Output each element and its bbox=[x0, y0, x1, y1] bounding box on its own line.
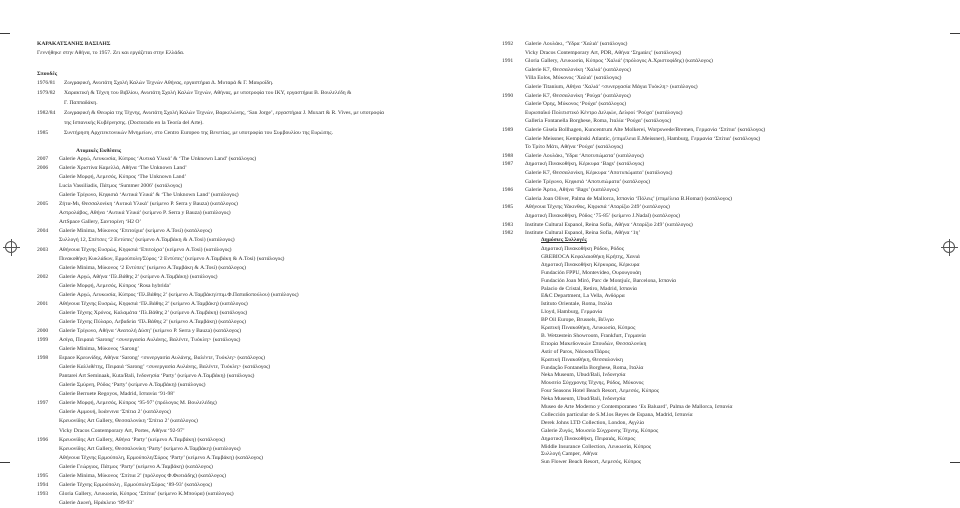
entry-year: 1985 bbox=[502, 204, 514, 211]
entry-text: Galerie Minima, Μύκονος ‘2 Εντύπες’ (κείμενο Α.Ταμβάκη & A.Tosi) (κατάλογος) bbox=[59, 264, 247, 271]
entry-year: 1982 bbox=[502, 230, 514, 237]
entry-text: Ζωγραφική, Ανωτάτη Σχολή Καλών Τεχνών Αθήνας, εργαστήρια Δ. Μυταρά & Γ. Μαυροΐδη. bbox=[64, 80, 274, 86]
entry-text: Galerie Minima, Μύκονος ‘Σπίτια 2’ (πρόλογος Φ.Φωτιάδης) (κατάλογος) bbox=[59, 472, 226, 479]
entry-year: 1994 bbox=[37, 481, 49, 488]
entry-text: Galerie Minima, Μύκονος ‘Επιτοίχια’ (κείμενο A.Tosi) (κατάλογος) bbox=[59, 228, 212, 235]
collection-item: Fundação Fontanella Borghese, Roma, Ιταλία bbox=[541, 364, 644, 371]
entry-text: Lucia Vassiliadis, Πάτμος ‘Summer 2006’ (κατάλογος) bbox=[59, 183, 183, 190]
entry-text: Galerie Λουλάκι, Ύδρα ‘Αποτυπώματα’ (κατάλογος) bbox=[525, 152, 644, 159]
left-page bbox=[0, 0, 480, 506]
registration-mark-icon bbox=[943, 241, 955, 253]
entry-text: Αθήνουα Τέχνης Ερμούπολη, Ερμούπολη/Σύρος ‘Party’ (κείμενο Α.Ταμβάκη) (κατάλογος) bbox=[59, 454, 264, 461]
collection-item: Four Seasons Hotel Beach Resort, Λεμεσός, Κύπρος bbox=[541, 388, 660, 395]
entry-year: 1991 bbox=[502, 58, 514, 65]
collection-item: Astir of Paros, Νάουσα/Πάρος bbox=[541, 348, 610, 355]
entry-year: 2002 bbox=[37, 273, 49, 280]
entry-year: 1993 bbox=[37, 490, 49, 497]
entry-year: 1982/84 bbox=[37, 110, 56, 116]
collection-item: Museo de Arte Moderno y Contemporaneo ‘Es Baluard’, Palma de Mallorca, Ισπανία bbox=[541, 404, 733, 410]
entry-year: 1996 bbox=[37, 436, 49, 443]
crop-mark bbox=[950, 462, 960, 463]
entry-text: ArtSpace Gallery, Σαντορίνη ‘H2 O’ bbox=[59, 219, 142, 226]
entry-text: Galerie Meissner, Kempinski Atlantic, (επιμέλεια E.Meissner), Hamburg, Γερμανία ‘Σπίτια’ (κατάλογος) bbox=[525, 135, 761, 142]
entry-year: 1987 bbox=[502, 161, 514, 168]
entry-text: Galerie Minima, Μύκονος ‘Sarong’ bbox=[59, 346, 140, 353]
entry-year: 1990 bbox=[502, 92, 514, 99]
entry-text: Αθήνουα Τέχνης Υάκινθος, Κηφισιά ‘Αταρίζιο 249’ (κατάλογος) bbox=[525, 204, 670, 211]
collection-item: GREBIOCA Κεφαλαιοθήκη Κρήτης, Χανιά bbox=[541, 253, 640, 260]
entry-year: 2001 bbox=[37, 300, 49, 307]
solo-title: Ατομικές Εκθέσεις bbox=[76, 148, 122, 154]
entry-text: Galerie Μορφή, Λεμεσός, Κύπρος ‘Rosa hybrida’ bbox=[59, 282, 171, 289]
entry-text: Galerie Titanium, Αθήνα ‘Χαλιά’ <συνεργασία Μάγια Τυόκλη> (κατάλογος) bbox=[525, 84, 698, 90]
entry-text: Galerie Καλλιθέτης, Πειραιά ‘Sarong’ <συνεργασία Αυλάνης, Βαλέντε, Τυόκλη> (κατάλογος) bbox=[59, 364, 271, 371]
crop-mark bbox=[0, 462, 10, 463]
entry-year: 1989 bbox=[502, 127, 514, 133]
entry-text: Πινακοθήκη Κυκλάδων, Ερμούπολη/Σύρος ‘2 Εντύπες’ (κείμενο Α.Ταμβάκη & A.Tosi) (κατάλογος) bbox=[59, 255, 285, 262]
collection-item: Galerie Ζυγός, Μουσείο Σύγχρονης Τέχνης, Κύπρος bbox=[541, 427, 659, 434]
entry-text: της Ισπανικής Κυβέρνησης. (Doctorado en la Teoría del Arte). bbox=[64, 120, 204, 126]
collection-item: Fundación Joan Miró, Parc de Montjuïc, Barcelona, Ισπανία bbox=[541, 277, 677, 284]
collection-item: Κρατική Πινακοθήκη, Λευκωσία, Κύπρος bbox=[541, 325, 636, 331]
entry-text: Αθήνουα Τέχνης Ευσρώς, Κηφισιά ‘Πλ.Βάθης 2’ (κείμενο Α.Ταμβάκη) (κατάλογος) bbox=[59, 300, 248, 307]
collection-item: B. Wetzestein Showroom, Frankfurt, Γερμανία bbox=[541, 332, 646, 339]
entry-text: Galerie Τέχνης Ερμούπολη , Ερμούπολη/Σύρος ‘89-93’ (κατάλογος) bbox=[59, 481, 213, 488]
entry-text: Κρευονίδης Art Gallery, Αθήνα ‘Party’ (κείμενο Α.Ταμβάκη) (κατάλογος) bbox=[59, 436, 226, 443]
entry-text: Γ. Παππαδάκη. bbox=[64, 100, 98, 106]
entry-year: 2007 bbox=[37, 156, 49, 162]
birth-line: Γεννήθηκε στην Αθήνα, το 1957. Ζει και εργάζεται στην Ελλάδα. bbox=[37, 50, 185, 56]
crop-mark bbox=[950, 33, 960, 34]
entry-year: 1985 bbox=[37, 130, 49, 136]
entry-year: 2000 bbox=[37, 327, 49, 334]
entry-text: Vicky Dracos Contemporary Art, PDR, Αθήνα ‘Σημαίες’ (κατάλογος) bbox=[525, 49, 682, 56]
entry-text: Galerie K7, Θεσσαλονίκη ‘Χαλιά’ (κατάλογος) bbox=[525, 66, 631, 73]
collection-item: Middle Insurance Collection, Λευκωσία, Κύπρος bbox=[541, 443, 652, 450]
collection-item: Istituto Orientale, Roma, Ιταλία bbox=[541, 301, 613, 308]
entry-year: 1976/81 bbox=[37, 80, 56, 86]
collection-item: Δημοτική Πινακοθήκη Κέρκυρας, Κέρκυρα bbox=[541, 261, 640, 268]
entry-text: Δημοτική Πινακοθήκη, Κέρκυρα ‘Bags’ (κατάλογος) bbox=[525, 161, 645, 168]
entry-text: Galerie Λουλάκι, ‘Ύδρα ‘Χαλιά’ (κατάλογος) bbox=[525, 41, 628, 47]
collection-item: Δημοτική Πινακοθήκη, Πειραιάς, Κύπρος bbox=[541, 435, 636, 442]
entry-text: Institute Cultural Espanol, Reina Sofia, Αθήνα ‘1η’ bbox=[525, 230, 641, 237]
entry-year: 2003 bbox=[37, 246, 49, 253]
entry-year: 1999 bbox=[37, 337, 49, 343]
entry-text: Galerie Berruete Regoyos, Madrid, Ισπανία ‘91-98’ bbox=[59, 391, 175, 398]
entry-year: 2006 bbox=[37, 165, 49, 172]
entry-text: Galerie Γεώργιος, Πάτμος ‘Party’ (κείμενο Α.Ταμβάκη) (κατάλογος) bbox=[59, 463, 213, 470]
collection-item: Fundación FPPU, Montevideo, Ουρουγουάη bbox=[541, 269, 642, 276]
entry-text: Gloria Gallery, Λευκωσία, Κύπρος ‘Σπίτια’ (κείμενο Κ.Μπούρα) (κατάλογος) bbox=[59, 490, 234, 497]
entry-text: Galerie Όρης, Μύκονος ‘Ρούχα’ (κατάλογος) bbox=[525, 101, 627, 108]
entry-text: Galleria Fontanella Borghese, Roma, Ιταλία ‘Ρούχα’ (κατάλογος) bbox=[525, 118, 672, 125]
collection-item: Συλλογή Camper, Αθήνα bbox=[541, 451, 598, 458]
right-page bbox=[480, 0, 960, 497]
entry-text: Galerie Διωνή, Ηράκλειο ‘89-93’ bbox=[59, 499, 135, 506]
collection-item: Neka Museum, Ubud/Bali, Ινδονησία bbox=[541, 372, 626, 379]
entry-text: Ασίγα, Πειραιά ‘Sarong’ <συνεργασία Αυλάνης, Βαλέντε, Τυόκλη> (κατάλογος) bbox=[59, 337, 241, 343]
entry-text: Galerie Gisela Bollhagen, Kuncentrum Alte Molkerei, Worpswede/Bremen, Γερμανία ‘Σπίτια’ (κατάλογος) bbox=[525, 127, 766, 133]
entry-year: 1997 bbox=[37, 400, 49, 407]
collection-item: Lloyd, Hamburg, Γερμανία bbox=[541, 309, 603, 316]
registration-mark-icon bbox=[5, 241, 17, 253]
collection-item: Neka Museum, Ubud/Bali, Ινδονησία bbox=[541, 396, 626, 403]
collection-item: Collección particular de S.M.los Reyes de Espana, Madrid, Ισπανία bbox=[541, 411, 693, 418]
entry-text: Galerie Τρίγωνο, Κηφισιά ‘Αυτικά Υλικά’ & ‘The Unknown Land’ (κατάλογος) bbox=[59, 192, 239, 199]
collection-item: Κρατική Πινακοθήκη, Θεσσαλονίκη bbox=[541, 356, 623, 363]
entry-text: Galerie Άρτιο, Αθήνα ‘Bags’ (κατάλογος) bbox=[525, 187, 619, 194]
entry-text: Ζωγραφική & Θεωρία της Τέχνης, Ανωτάτη Σχολή Καλών Τεχνών, Βαρκελώνης, ‘San Jorge’, εργαστήρια J. Muxart & R. Vives, με υποτροφία bbox=[64, 110, 385, 116]
collection-item: Δημοτική Πινακοθήκη Ρόδου, Ρόδος bbox=[541, 246, 624, 252]
entry-year: 1992 bbox=[502, 41, 514, 47]
entry-text: Galerie Αργώ, Λευκωσία, Κύπρος ‘Αυτικά Υλικά’ & ‘The Unknown Land’ (κατάλογος) bbox=[59, 156, 257, 162]
entry-text: Institute Cultural Espanol, Reina Sofia, Αθήνα ‘Αταρίζιο 249’ (κατάλογος) bbox=[525, 221, 693, 228]
entry-year: 1988 bbox=[502, 152, 514, 159]
entry-text: Galerie Τέχνης Χρόνος, Καλαμάτα ‘Πλ.Βάθης 2’ (κείμενο Α.Ταμβάκη) (κατάλογος) bbox=[59, 309, 248, 316]
collections-title: Δημόσιες Συλλογές bbox=[541, 237, 587, 243]
entry-text: Δημοτική Πινακοθήκη, Ρόδος ‘75-85’ (κείμενο J.Nadal) (κατάλογος) bbox=[525, 213, 680, 219]
entry-text: Galerie Τρίγωνο, Αθήνα ‘Ανατολή Δύση’ (κείμενο P. Serra y Bauza) (κατάλογος) bbox=[59, 327, 241, 334]
entry-text: Galerie Χριστίνα Καρελλά, Αθήνα ‘The Unknown Land’ bbox=[59, 165, 187, 172]
entry-text: Galerie Αργώ, Αθήνα ‘Πλ.Βάθης 2’ (κείμενο Α.Ταμβάκη) (κατάλογος) bbox=[59, 273, 218, 280]
entry-text: Pantarei Art Seminaak, Kuta/Bali, Ινδονησία ‘Party’ (κείμενο Α.Ταμβάκη) (κατάλογος) bbox=[59, 373, 255, 380]
entry-text: Galerie K7, Θεσσαλονίκη, Κέρκυρα ‘Αποτυπώματα’ (κατάλογος) bbox=[525, 170, 673, 176]
entry-text: Ευρωπαϊκό Πολιτιστικό Κέντρο Δελφών, Δελφοί ‘Ρούχα’ (κατάλογος) bbox=[525, 109, 683, 116]
entry-text: Galerie K7, Θεσσαλονίκη ‘Ρούχα’ (κατάλογος) bbox=[525, 92, 631, 99]
entry-text: Κρευονίδης Art Gallery, Θεσσαλονίκη ‘Σπίτια 2’ (κατάλογος) bbox=[59, 418, 198, 425]
entry-text: Αστρολάβος, Αθήνα ‘Αυτικά Υλικά’ (κείμενο P. Serra y Bauza) (κατάλογος) bbox=[59, 210, 231, 217]
collection-item: Ετιορία Μακεδονικών Σπουδών, Θεσσαλονίκη bbox=[541, 340, 647, 347]
collection-item: E&C Department, La Vella, Ανδόρρα bbox=[541, 293, 625, 300]
entry-year: 1979/82 bbox=[37, 90, 56, 96]
collection-item: Sun Flower Beach Resort, Λεμεσός, Κύπρος bbox=[541, 459, 642, 466]
entry-text: Galerie Αμμουή, Ιωάννινα ‘Σπίτια 2’ (κατάλογος) bbox=[59, 409, 171, 416]
entry-text: Κρευονίδης Art Gallery, Θεσσαλονίκη ‘Party’ (κείμενο Α.Ταμβάκη) (κατάλογος) bbox=[59, 445, 241, 452]
entry-text: Galerie Μορφή, Λεμεσός, Κύπρος ‘95-97’ (πρόλογος Μ. Βουλελέδης) bbox=[59, 400, 217, 407]
entry-year: 1995 bbox=[37, 472, 49, 479]
entry-year: 1986 bbox=[502, 187, 514, 194]
entry-text: Galerie Σμύρνη, Ρόδος ‘Party’ (κείμενο Α.Ταμβάκη) (κατάλογος) bbox=[59, 382, 206, 389]
entry-text: Galerie Μορφή, Λεμεσός, Κύπρος ‘The Unknown Land’ bbox=[59, 174, 187, 181]
entry-year: 1983 bbox=[502, 221, 514, 228]
entry-text: Αθήνουα Τέχνης Ευσρώς, Κηφισιά ‘Επιτοίχια’ (κείμενο A.Tosi) (κατάλογος) bbox=[59, 246, 232, 253]
studies-title: Σπουδές bbox=[37, 71, 58, 77]
entry-year: 1998 bbox=[37, 355, 49, 362]
collection-item: Palacio de Cristal, Retiro, Madrid, Ισπανία bbox=[541, 285, 637, 292]
entry-text: Το Τρίτο Μάτι, Αθήνα ‘Ρούχα’ (κατάλογος) bbox=[525, 144, 624, 151]
entry-year: 2005 bbox=[37, 201, 49, 208]
entry-text: Ζήτα-Μι, Θεσσαλονίκη ‘Αυτικά Υλικά’ (κείμενο P. Serra y Bauza) (κατάλογος) bbox=[59, 201, 238, 208]
crop-mark bbox=[0, 33, 10, 34]
entry-year: 2004 bbox=[37, 228, 49, 235]
entry-text: Galerie Τρίγωνο, Κηφισιά ‘Αποτυπώματα’ (κατάλογος) bbox=[525, 178, 650, 185]
collection-item: Derek Johns LTD Collection, London, Αγγλία bbox=[541, 419, 645, 426]
entry-text: Villa Eolos, Μύκονος ‘Χαλιά’ (κατάλογος) bbox=[525, 75, 622, 82]
entry-text: Galerie Αργώ, Λευκωσία, Κύπρος ‘Πλ.Βάθης 2’ (κείμενο Α.Ταμβάκη/επιμ.Φ.Παπαδοπούλου) (κατάλογος) bbox=[59, 291, 299, 298]
entry-text: Συλλογή 12, Σπέτσες ‘2 Εντύπες’ (κείμενο Α.Ταμβάκη & A.Tosi) (κατάλογος) bbox=[59, 237, 235, 244]
collection-item: BP Oil Europe, Brussels, Βέλγιο bbox=[541, 317, 614, 324]
entry-text: Gloria Gallery, Λευκωσία, Κύπρος ‘Χαλιά’ (πρόλογος Α.Χριστοφίδης) (κατάλογος) bbox=[525, 58, 713, 65]
entry-text: Συντήρηση Αρχιτεκτονικών Μνημείων, στο Centro Europeo της Βενετίας, με υποτροφία του Συμβουλίου της Ευρώπης. bbox=[64, 130, 334, 136]
artist-name: ΚΑΡΑΚΑΤΣΑΝΗΣ ΒΑΣΙΛΗΣ bbox=[37, 41, 111, 47]
entry-text: Espace Κρεωνίδης, Αθήνα ‘Sarong’ <συνεργασία Αυλάνης, Βαλέντε, Τυόκλη> (κατάλογος) bbox=[59, 355, 266, 362]
entry-text: Vicky Dracos Contemporary Art, Portes, Αθήνα ‘92-97’ bbox=[59, 427, 185, 434]
collection-item: Μουσείο Σύγχρονης Τέχνης, Ρόδος, Μύκονος bbox=[541, 380, 644, 387]
entry-text: Galerie Τέχνης Πύλαρο, Λεβαδεία ‘Πλ.Βάθης 2’ (κείμενο Α.Ταμβάκη) (κατάλογος) bbox=[59, 318, 246, 325]
entry-text: Galeria Joan Oliver, Palma de Mallorca, Ισπανία ‘Πόλεις’ (επιμέλεια B.Homar) (κατάλογος) bbox=[525, 195, 733, 202]
entry-text: Χαρακτική & Τέχνη του Βιβλίου, Ανωτάτη Σχολή Καλών Τεχνών, Αθήνας, με υποτροφία του ΙΚΥ, εργαστήρια Β. Βουλελέδη & bbox=[64, 90, 352, 96]
